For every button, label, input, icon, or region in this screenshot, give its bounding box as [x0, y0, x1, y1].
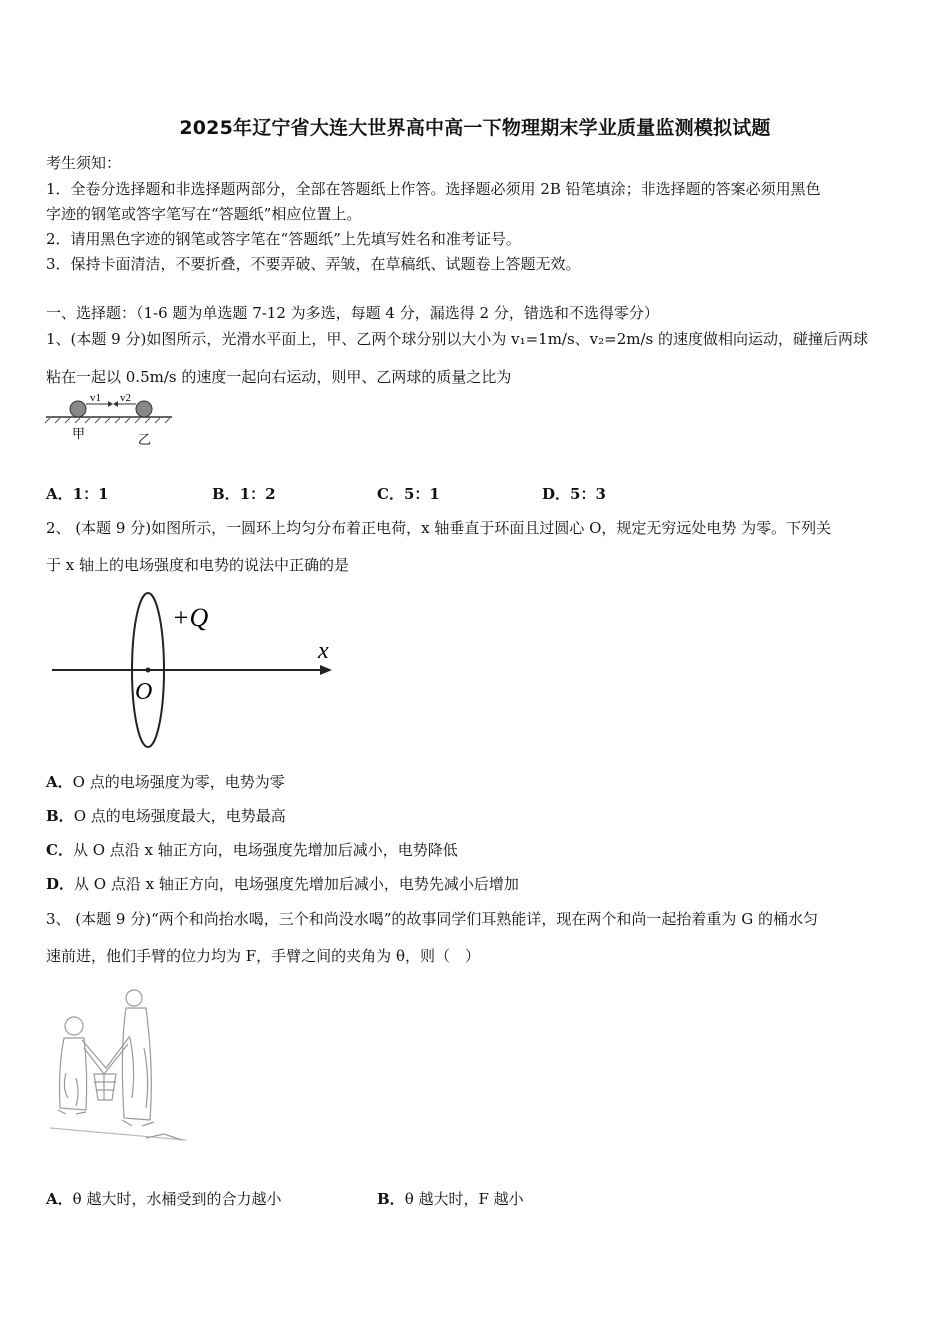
- q2-option-a[interactable]: [46, 771, 285, 792]
- notice-item-1-line-1: 1．全卷分选择题和非选择题两部分，全部在答题纸上作答。选择题必须用 2B 铅笔填涂；非选择题的答案必须用黑色: [46, 180, 821, 198]
- q1-stem-line-2: 粘在一起以 0.5m/s 的速度一起向右运动，则甲、乙两球的质量之比为: [46, 368, 512, 386]
- notice-heading: 考生须知：: [46, 154, 122, 172]
- notice-item-1-line-2: 字迹的钢笔或答字笔写在“答题纸”相应位置上。: [46, 205, 362, 223]
- q1-option-d-text: 5：3: [570, 485, 606, 503]
- q2-option-a-text: O 点的电场强度为零，电势为零: [72, 773, 285, 791]
- charge-label: +Q: [172, 603, 209, 632]
- v2-label: v2: [120, 392, 131, 404]
- q1-option-a[interactable]: [46, 483, 109, 504]
- q2-option-d-label: D．: [46, 875, 75, 893]
- page-title: 2025年辽宁省大连大世界高中高一下物理期末学业质量监测模拟试题: [179, 117, 771, 139]
- label-yi: 乙: [138, 432, 152, 447]
- q2-option-d-text: 从 O 点沿 x 轴正方向，电场强度先增加后减小，电势先减小后增加: [74, 875, 519, 893]
- q2-option-d[interactable]: [46, 873, 519, 894]
- q1-option-c-text: 5：1: [403, 485, 440, 503]
- ball-yi: [136, 401, 152, 417]
- q2-option-c-label: C．: [46, 841, 73, 859]
- q1-collision-figure: [44, 392, 176, 448]
- q2-option-b-label: B．: [46, 807, 74, 825]
- q2-ring-figure: [50, 590, 350, 752]
- q3-option-b[interactable]: [377, 1188, 524, 1209]
- origin-label: O: [135, 679, 153, 705]
- q1-option-d[interactable]: [542, 483, 606, 504]
- q1-option-a-text: 1：1: [72, 485, 109, 503]
- q1-option-b[interactable]: [212, 483, 276, 504]
- q2-option-a-label: A．: [46, 773, 73, 791]
- section-heading: 一、选择题：（1-6 题为单选题 7-12 为多选，每题 4 分，漏选得 2 分，错选和不选得零分）: [46, 304, 659, 322]
- q3-stem-line-1: 3、 (本题 9 分)“两个和尚抬水喝，三个和尚没水喝”的故事同学们耳熟能详，现在两个和尚一起抬着重为 G 的桶水匀: [46, 910, 818, 928]
- q1-option-c[interactable]: [377, 483, 440, 504]
- q1-stem-line-1: 1、(本题 9 分)如图所示，光滑水平面上，甲、乙两个球分别以大小为 v₁=1m/s、v₂=2m/s 的速度做相向运动，碰撞后两球: [46, 330, 869, 348]
- q2-option-c[interactable]: [46, 839, 458, 860]
- notice-item-3: 3．保持卡面清洁，不要折叠，不要弄破、弄皱，在草稿纸、试题卷上答题无效。: [46, 255, 581, 273]
- q2-stem-line-2: 于 x 轴上的电场强度和电势的说法中正确的是: [46, 556, 349, 574]
- q3-option-b-label: B．: [377, 1190, 405, 1208]
- q3-option-a[interactable]: [46, 1188, 281, 1209]
- q3-option-a-text: θ 越大时，水桶受到的合力越小: [72, 1190, 282, 1208]
- q1-option-b-label: B．: [212, 485, 240, 503]
- q2-stem-line-1: 2、 (本题 9 分)如图所示，一圆环上均匀分布着正电荷，x 轴垂直于环面且过圆心 O，规定无穷远处电势 为零。下列关: [46, 519, 832, 537]
- ball-jia: [70, 401, 86, 417]
- q3-option-b-text: θ 越大时，F 越小: [404, 1190, 524, 1208]
- q3-stem-line-2: 速前进，他们手臂的位力均为 F，手臂之间的夹角为 θ，则（ ）: [46, 947, 480, 965]
- q2-option-c-text: 从 O 点沿 x 轴正方向，电场强度先增加后减小，电势降低: [72, 841, 458, 859]
- q2-option-b[interactable]: [46, 805, 286, 826]
- axis-x-label: x: [318, 638, 329, 664]
- q2-option-b-text: O 点的电场强度最大，电势最高: [73, 807, 286, 825]
- q1-option-d-label: D．: [542, 485, 571, 503]
- q1-option-c-label: C．: [377, 485, 404, 503]
- label-jia: 甲: [72, 426, 86, 441]
- notice-item-2: 2．请用黑色字迹的钢笔或答字笔在“答题纸”上先填写姓名和准考证号。: [46, 230, 521, 248]
- q1-option-b-text: 1：2: [239, 485, 276, 503]
- q3-monks-illustration: [46, 978, 191, 1150]
- q3-option-a-label: A．: [46, 1190, 73, 1208]
- q1-option-a-label: A．: [46, 485, 73, 503]
- v1-label: v1: [90, 392, 101, 404]
